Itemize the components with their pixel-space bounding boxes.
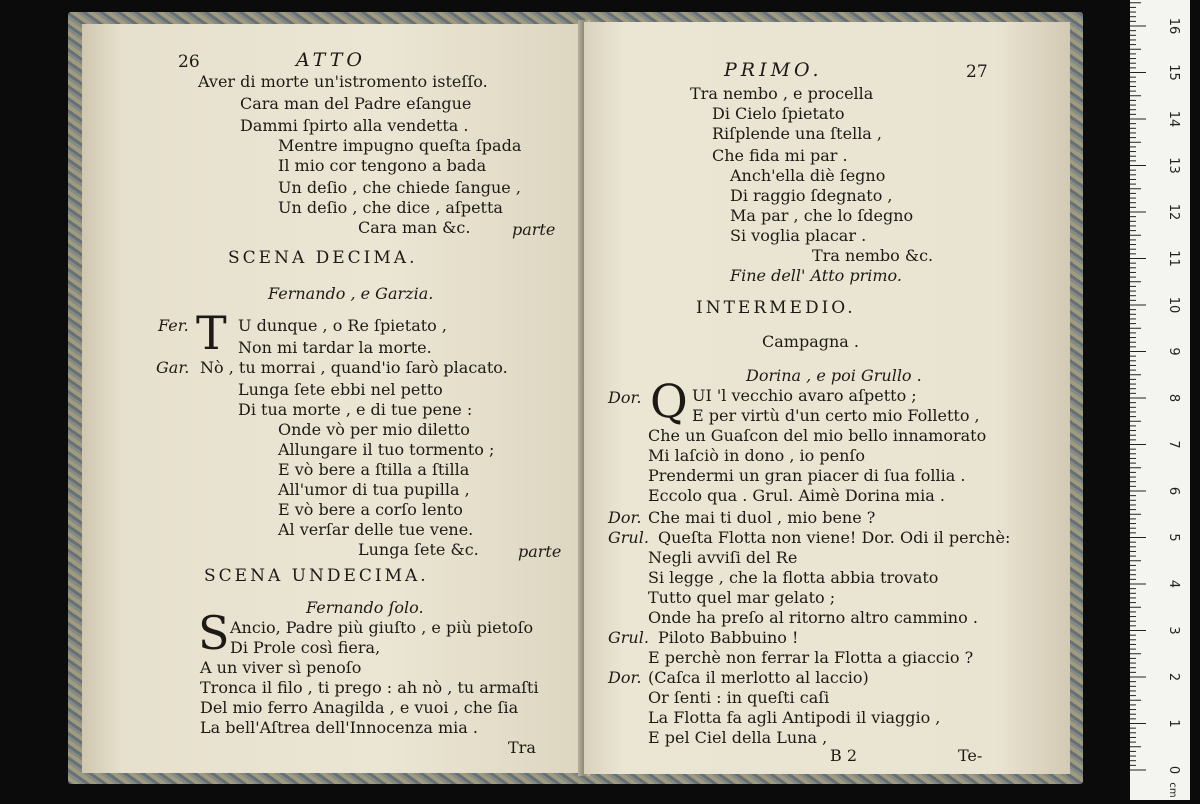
ruler-ticks: [1130, 0, 1190, 800]
text-line: Che mai ti duol , mio bene ?: [648, 508, 876, 527]
text-line: Allungare il tuo tormento ;: [278, 440, 495, 459]
text-line: Mi laſciò in dono , io penſo: [648, 446, 865, 465]
ruler-number: 6: [1166, 486, 1181, 496]
ruler-number: 4: [1166, 579, 1181, 589]
speaker-label: Dor.: [608, 508, 642, 527]
act-end: Fine dell' Atto primo.: [730, 266, 902, 285]
text-line: Eccolo qua . Grul. Aimè Dorina mia .: [648, 486, 945, 505]
text-line: Onde ha preſo al ritorno altro cammino .: [648, 608, 978, 627]
text-line: E vò bere a ſtilla a ſtilla: [278, 460, 470, 479]
scene-persons: Fernando ſolo.: [306, 598, 424, 617]
stage-direction: parte: [512, 220, 556, 239]
text-line: Mentre impugno queſta ſpada: [278, 136, 522, 155]
text-line: Del mio ferro Anagilda , e vuoi , che ſia: [200, 698, 519, 717]
catchword: Tra: [508, 738, 536, 757]
text-line: E pel Ciel della Luna ,: [648, 728, 828, 747]
ruler-number: 3: [1166, 626, 1181, 635]
text-line: E perchè non ferrar la Flotta a giaccio ?: [648, 648, 974, 667]
text-line: Si legge , che la flotta abbia trovato: [648, 568, 939, 587]
text-line: Di Cielo ſpietato: [712, 104, 845, 123]
page-number: 27: [966, 62, 988, 82]
text-line: E vò bere a corſo lento: [278, 500, 463, 519]
text-line: Di Prole così fiera,: [230, 638, 381, 657]
text-line: Ancio, Padre più giuſto , e più pietoſo: [230, 618, 534, 637]
right-page: [584, 22, 1070, 774]
scene-heading: SCENA DECIMA.: [228, 248, 418, 268]
text-line: A un viver sì penoſo: [200, 658, 362, 677]
text-line: All'umor di tua pupilla ,: [278, 480, 470, 499]
speaker-label: Grul.: [608, 628, 649, 647]
ruler-number: 9: [1166, 347, 1181, 356]
ruler-unit: cm: [1167, 782, 1178, 798]
section-heading: INTERMEDIO.: [696, 298, 856, 318]
text-line: Prendermi un gran piacer di ſua follia .: [648, 466, 966, 485]
text-line: Lunga ſete ebbi nel petto: [238, 380, 443, 399]
ruler-number: 14: [1166, 110, 1181, 128]
ruler-number: 15: [1166, 64, 1181, 81]
text-line: U dunque , o Re ſpietato ,: [238, 316, 447, 335]
text-line: Negli avviſi del Re: [648, 548, 798, 567]
ruler-number: 13: [1166, 157, 1181, 174]
ruler-number: 12: [1166, 203, 1181, 221]
text-line: Cara man &c.: [358, 218, 471, 237]
text-line: Al verſar delle tue vene.: [278, 520, 474, 539]
running-header: ATTO: [296, 49, 366, 71]
text-line: Ma par , che lo ſdegno: [730, 206, 914, 225]
speaker-label: Grul.: [608, 528, 649, 547]
speaker-label: Fer.: [158, 316, 189, 335]
text-line: Tutto quel mar gelato ;: [648, 588, 836, 607]
text-line: Onde vò per mio diletto: [278, 420, 470, 439]
catchword: Te-: [958, 746, 983, 765]
ruler-number: 8: [1166, 393, 1181, 403]
text-line: Il mio cor tengono a bada: [278, 156, 487, 175]
speaker-label: Dor.: [608, 668, 642, 687]
page-number: 26: [178, 52, 200, 72]
text-line: Lunga ſete &c.: [358, 540, 479, 559]
text-line: Un deſio , che chiede ſangue ,: [278, 178, 521, 197]
text-line: Nò , tu morrai , quand'io ſarò placato.: [200, 358, 508, 377]
text-line: Di tua morte , e di tue pene :: [238, 400, 473, 419]
text-line: Or ſenti : in queſti caſi: [648, 688, 830, 707]
text-line: Dammi ſpirto alla vendetta .: [240, 116, 469, 135]
text-line: Riſplende una ſtella ,: [712, 124, 883, 143]
measurement-ruler: [1130, 0, 1190, 800]
text-line: Anch'ella diè ſegno: [730, 166, 886, 185]
text-line: Piloto Babbuino !: [658, 628, 799, 647]
text-line: UI 'l vecchio avaro aſpetto ;: [692, 386, 917, 405]
ruler-number: 0: [1166, 765, 1181, 775]
stage-direction: parte: [518, 542, 562, 561]
drop-capital: S: [198, 606, 230, 660]
ruler-number: 1: [1166, 719, 1181, 728]
text-line: Tra nembo , e procella: [690, 84, 874, 103]
text-line: E per virtù d'un certo mio Folletto ,: [692, 406, 980, 425]
text-line: (Caſca il merlotto al laccio): [648, 668, 869, 687]
ruler-number: 5: [1166, 533, 1181, 542]
drop-capital: T: [196, 306, 227, 360]
ruler-number: 10: [1166, 296, 1181, 314]
ruler-number: 2: [1166, 672, 1181, 682]
speaker-label: Gar.: [156, 358, 190, 377]
text-line: La bell'Aſtrea dell'Innocenza mia .: [200, 718, 478, 737]
setting: Campagna .: [762, 332, 859, 351]
scene-heading: SCENA UNDECIMA.: [204, 566, 429, 586]
text-line: Un deſio , che dice , aſpetta: [278, 198, 503, 217]
scene-persons: Fernando , e Garzia.: [268, 284, 434, 303]
text-line: Aver di morte un'istromento isteſſo.: [198, 72, 488, 91]
left-page: [82, 24, 582, 773]
text-line: La Flotta fa agli Antipodi il viaggio ,: [648, 708, 941, 727]
text-line: Cara man del Padre eſangue: [240, 94, 472, 113]
ruler-number: 7: [1166, 440, 1181, 449]
scene-persons: Dorina , e poi Grullo .: [746, 366, 922, 385]
speaker-label: Dor.: [608, 388, 642, 407]
text-line: Queſta Flotta non viene! Dor. Odi il perchè:: [658, 528, 1011, 547]
ruler-number: 11: [1166, 250, 1181, 267]
text-line: Che fida mi par .: [712, 146, 848, 165]
drop-capital: Q: [650, 374, 688, 428]
text-line: Tra nembo &c.: [812, 246, 934, 265]
text-line: Di raggio ſdegnato ,: [730, 186, 893, 205]
text-line: Che un Guaſcon del mio bello innamorato: [648, 426, 987, 445]
signature-mark: B 2: [830, 746, 858, 765]
running-header: PRIMO.: [724, 59, 823, 81]
text-line: Non mi tardar la morte.: [238, 338, 432, 357]
text-line: Tronca il filo , ti prego : ah nò , tu armaſti: [200, 678, 539, 697]
text-line: Si voglia placar .: [730, 226, 867, 245]
ruler-number: 16: [1166, 17, 1181, 35]
